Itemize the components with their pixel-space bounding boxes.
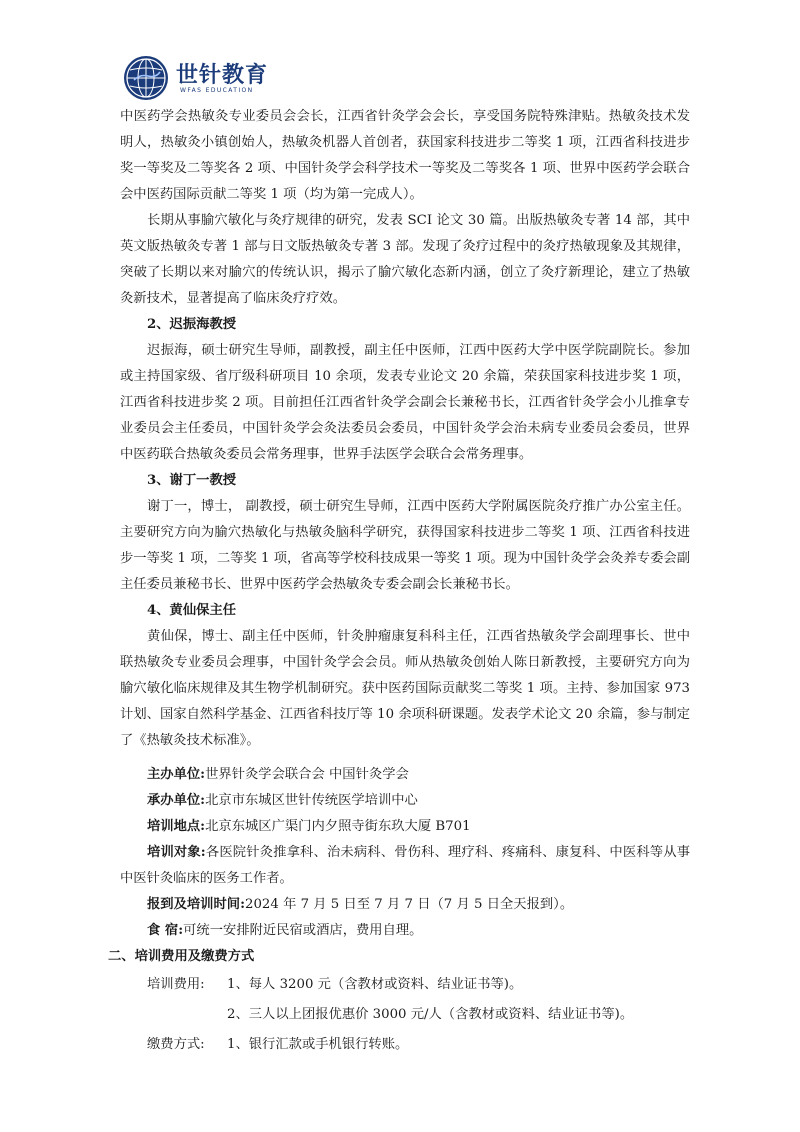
fee-label: 培训费用: [147,977,205,992]
payment-option-1: 1、银行汇款或手机银行转账。 [227,1037,409,1052]
payment-label: 缴费方式: [147,1037,205,1052]
paragraph-xie-dingyi: 谢丁一，博士， 副教授，硕士研究生导师，江西中医药大学附属医院灸疗推广办公室主任。主要研究方向为腧穴热敏化与热敏灸脑科学研究，获得国家科技进步二等奖 1 项、江西省科技进步一等奖 1 项，二等奖 1 项，省高等学校科技成果一等奖 1 项。现为中国针灸学会灸养专委会副主任委员兼秘书长、世界中医药学会热敏灸专委会副会长兼秘书长。 [120,499,690,592]
section-fees-title: 二、培训费用及缴费方式 [108,949,255,964]
heading-xie-dingyi: 3、谢丁一教授 [147,473,237,488]
wfas-education-logo [122,54,312,104]
payment-row [120,1030,690,1060]
lodging-row [120,918,690,944]
target-row [120,840,690,892]
fee-option-2: 2、三人以上团报优惠价 3000 元/人（含教材或资料、结业证书等)。 [227,1007,634,1022]
date-label: 报到及培训时间: [147,897,245,912]
fee-option-1: 1、每人 3200 元（含教材或资料、结业证书等)。 [227,977,523,992]
organizer-label: 承办单位: [147,793,206,808]
logo-name-en: WFAS EDUCATION [180,87,254,94]
logo-name-cn: 世针教育 [176,63,269,88]
fee-row-1 [120,970,690,1000]
location-value: 北京东城区广渠门内夕照寺街东玖大厦 B701 [205,819,471,834]
heading-huang-xianbao: 4、黄仙保主任 [147,603,237,618]
date-row [120,892,690,918]
paragraph-huang-xianbao: 黄仙保，博士、副主任中医师，针灸肿瘤康复科科主任，江西省热敏灸学会副理事长、世中联热敏灸专业委员会理事，中国针灸学会会员。师从热敏灸创始人陈日新教授，主要研究方向为腧穴敏化临床规律及其生物学机制研究。获中医药国际贡献奖二等奖 1 项。主持、参加国家 973 计划、国家自然科学基金、江西省科技厅等 10 余项科研课题。发表学术论文 20 余篇，参与制定了《热敏灸技术标准》。 [120,629,690,748]
organizer-value: 北京市东城区世针传统医学培训中心 [205,793,418,808]
location-row [120,814,690,840]
date-value: 2024 年 7 月 5 日至 7 月 7 日（7 月 5 日全天报到）。 [245,897,574,912]
host-label: 主办单位: [147,767,206,782]
paragraph-chi-zhenhai: 迟振海，硕士研究生导师，副教授，副主任中医师，江西中医药大学中医学院副院长。参加或主持国家级、省厅级科研项目 10 余项，发表专业论文 20 余篇，荣获国家科技进步奖 1 项，江西省科技进步奖 2 项。目前担任江西省针灸学会副会长兼秘书长，江西省针灸学会小儿推拿专业委员会主任委员，中国针灸学会灸法委员会委员，中国针灸学会治未病专业委员会委员，世界中医药联合热敏灸委员会常务理事，世界手法医学会联合会常务理事。 [120,343,690,462]
lodging-value: 可统一安排附近民宿或酒店，费用自理。 [183,923,423,938]
target-value: 各医院针灸推拿科、治未病科、骨伤科、理疗科、疼痛科、康复科、中医科等从事中医针灸临床的医务工作者。 [120,845,690,886]
globe-logo-icon [122,54,170,102]
target-label: 培训对象: [147,845,206,860]
paragraph-bio-2: 长期从事腧穴敏化与灸疗规律的研究，发表 SCI 论文 30 篇。出版热敏灸专著 14 部，其中英文版热敏灸专著 1 部与日文版热敏灸专著 3 部。发现了灸疗过程中的灸疗热敏现象及其规律，突破了长期以来对腧穴的传统认识，揭示了腧穴敏化态新内涵，创立了灸疗新理论，建立了热敏灸新技术，显著提高了临床灸疗疗效。 [120,213,690,306]
location-label: 培训地点: [147,819,206,834]
heading-chi-zhenhai: 2、迟振海教授 [147,317,237,332]
host-row [120,762,690,788]
document-body [108,104,690,1060]
paragraph-bio-1: 中医药学会热敏灸专业委员会会长，江西省针灸学会会长，享受国务院特殊津贴。热敏灸技术发明人，热敏灸小镇创始人，热敏灸机器人首创者，获国家科技进步二等奖 1 项，江西省科技进步奖一等奖及二等奖各 2 项、中国针灸学会科学技术一等奖及二等奖各 1 项、世界中医药学会联合会中医药国际贡献二等奖 1 项（均为第一完成人）。 [120,109,690,202]
host-value: 世界针灸学会联合会 中国针灸学会 [205,767,409,782]
lodging-label: 食 宿: [147,923,184,938]
organizer-row [120,788,690,814]
